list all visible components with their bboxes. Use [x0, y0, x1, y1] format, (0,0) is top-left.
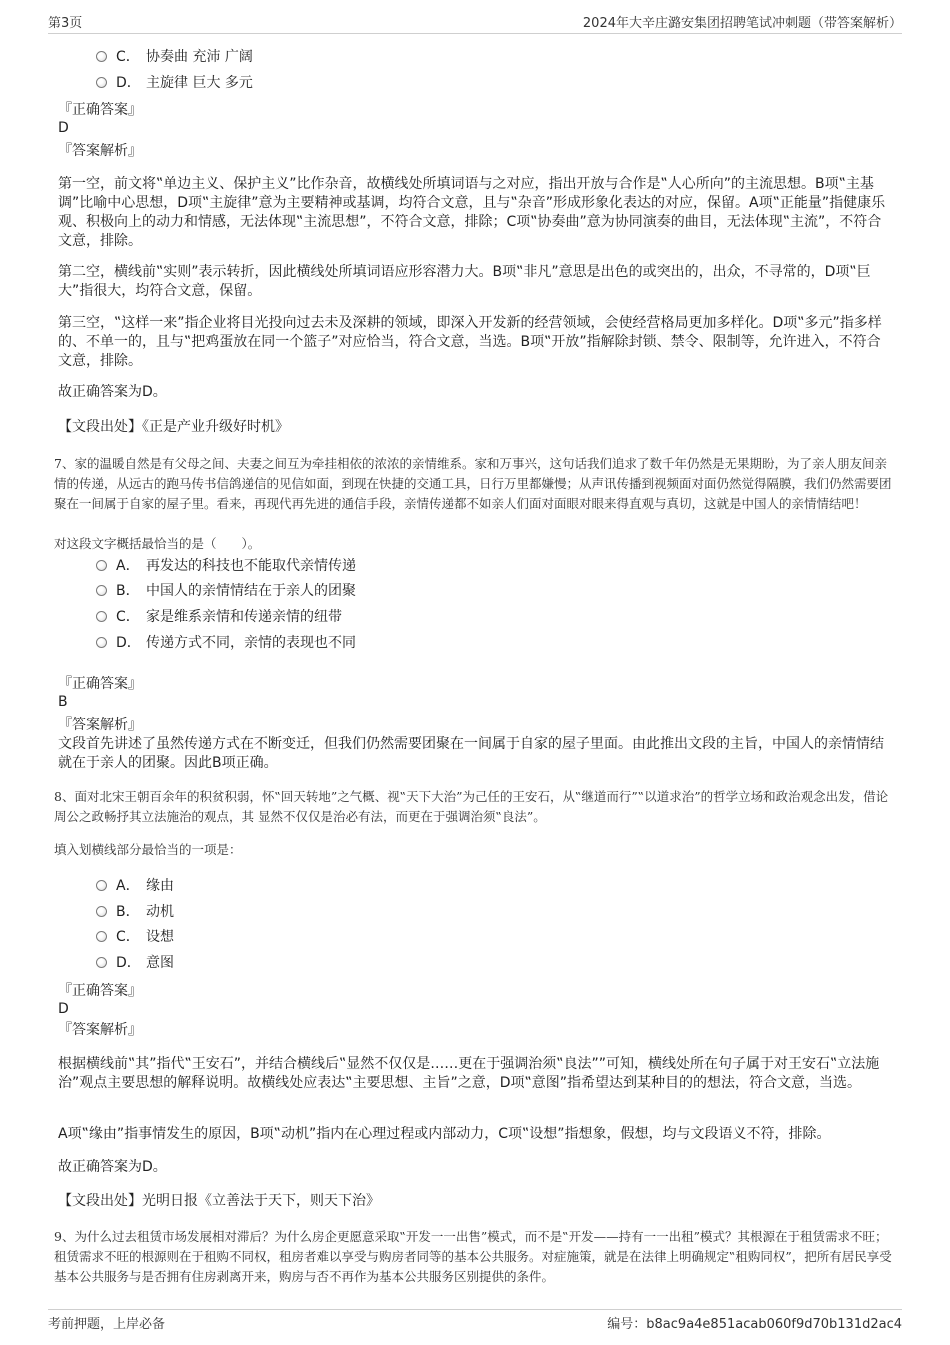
correct-answer-value: D	[58, 1001, 69, 1017]
correct-answer-value: B	[58, 694, 68, 710]
q8-option-a[interactable]: A． 缘由	[96, 876, 174, 896]
q7-option-d[interactable]: D． 传递方式不同，亲情的表现也不同	[96, 633, 356, 653]
radio-icon	[96, 77, 107, 88]
analysis-paragraph: 根据横线前‟其”指代‟王安石”，并结合横线后‟显然不仅仅是……更在于强调治须‟良法””可知，横线处所在句子属于对王安石‟立法施治”观点主要思想的解释说明。故横线处应表达‟主要思想、主旨”之意，D项‟意图”指希望达到某种目的的想法，符合文意，当选。	[58, 1056, 880, 1091]
radio-icon	[96, 957, 107, 968]
analysis-label: 『答案解析』	[58, 1022, 142, 1038]
radio-icon	[96, 585, 107, 596]
q6-option-d[interactable]: D． 主旋律 巨大 多元	[96, 73, 253, 93]
q6-option-c[interactable]: C． 协奏曲 充沛 广阔	[96, 47, 253, 67]
analysis-paragraph: 第一空，前文将‟单边主义、保护主义”比作杂音，故横线处所填词语与之对应，指出开放与合作是‟人心所向”的主流思想。B项‟主基调”比喻中心思想，D项‟主旋律”意为主要精神或基调，均符合文意，且与‟杂音”形成形象化表达的对应，保留。A项‟正能量”指健康乐观、积极向上的动力和情感，无法体现‟主流思想”，不符合文意，排除；C项‟协奏曲”意为协同演奏的曲目，无法体现‟主流”，不符合文意，排除。	[58, 176, 886, 249]
analysis-paragraph: 第二空，横线前‟实则”表示转折，因此横线处所填词语应形容潜力大。B项‟非凡”意思是出色的或突出的，出众，不寻常的，D项‟巨大”指很大，均符合文意，保留。	[58, 264, 871, 299]
correct-answer-label: 『正确答案』	[58, 676, 142, 692]
radio-icon	[96, 611, 107, 622]
question-prompt: 填入划横线部分最恰当的一项是：	[54, 842, 242, 857]
analysis-paragraph: 文段首先讲述了虽然传递方式在不断变迁，但我们仍然需要团聚在一间属于自家的屋子里面。由此推出文段的主旨，中国人的亲情情结就在于亲人的团聚。因此B项正确。	[58, 736, 884, 771]
correct-answer-value: D	[58, 120, 69, 136]
q8-option-c[interactable]: C． 设想	[96, 927, 174, 947]
radio-icon	[96, 51, 107, 62]
question-stem: 9、为什么过去租赁市场发展相对滞后？为什么房企更愿意采取‟开发一一出售”模式，而不是‟开发——持有一一出租”模式？其根源在于租赁需求不旺；租赁需求不旺的根源则在于租购不同权，租房者难以享受与购房者同等的基本公共服务。对症施策，就是在法律上明确规定‟租购同权”，把所有居民享受基本公共服务与是否拥有住房剥离开来，购房与否不再作为基本公共服务区别提供的条件。	[54, 1229, 892, 1284]
analysis-paragraph: A项‟缘由”指事情发生的原因，B项‟动机”指内在心理过程或内部动力，C项‟设想”指想象，假想，均与文段语义不符，排除。	[58, 1126, 831, 1142]
document-code	[607, 1313, 902, 1332]
code-value: b8ac9a4e851acab060f9d70b131d2ac4	[646, 1317, 902, 1332]
radio-icon	[96, 880, 107, 891]
radio-icon	[96, 637, 107, 648]
radio-icon	[96, 560, 107, 571]
analysis-label: 『答案解析』	[58, 143, 142, 159]
analysis-conclusion: 故正确答案为D。	[58, 384, 167, 400]
q7-option-a[interactable]: A． 再发达的科技也不能取代亲情传递	[96, 556, 356, 576]
analysis-conclusion: 故正确答案为D。	[58, 1159, 167, 1175]
q7-option-c[interactable]: C． 家是维系亲情和传递亲情的纽带	[96, 607, 342, 627]
footer-divider	[48, 1309, 902, 1310]
q7-option-b[interactable]: B． 中国人的亲情情结在于亲人的团聚	[96, 581, 356, 601]
correct-answer-label: 『正确答案』	[58, 102, 142, 118]
analysis-label: 『答案解析』	[58, 717, 142, 733]
source-citation: 【文段出处】《正是产业升级好时机》	[58, 419, 289, 435]
header-divider	[48, 33, 902, 34]
radio-icon	[96, 906, 107, 917]
correct-answer-label: 『正确答案』	[58, 983, 142, 999]
radio-icon	[96, 931, 107, 942]
question-prompt: 对这段文字概括最恰当的是（ ）。	[54, 536, 261, 551]
source-citation: 【文段出处】光明日报《立善法于天下，则天下治》	[58, 1193, 380, 1209]
footer-slogan: 考前押题，上岸必备	[48, 1317, 166, 1332]
page-number: 第3页	[48, 16, 83, 31]
question-stem: 7、家的温暖自然是有父母之间、夫妻之间互为牵挂相依的浓浓的亲情维系。家和万事兴，这句话我们追求了数千年仍然是无果期盼，为了亲人朋友间亲情的传递，从远古的跑马传书信鸽递信的见信如面，到现在快捷的交通工具，日行万里都嫌慢；从声讯传播到视频面对面仍然觉得隔膜，我们仍然需要团聚在一间属于自家的屋子里。看来，再现代再先进的通信手段，亲情传递都不如亲人们面对面眼对眼来得直观与真切，这就是中国人的亲情情结吧！	[54, 456, 892, 511]
question-stem: 8、面对北宋王朝百余年的积贫积弱，怀‟回天转地”之气概、视‟天下大治”为己任的王安石，从‟继道而行”‟以道求治”的哲学立场和政治观念出发，借论周公之政畅抒其立法施治的观点，其 显然不仅仅是治必有法，而更在于强调治须‟良法”。	[54, 789, 889, 824]
code-label: 编号：	[607, 1317, 647, 1332]
document-title: 2024年大辛庄潞安集团招聘笔试冲刺题（带答案解析）	[582, 16, 902, 31]
q8-option-b[interactable]: B． 动机	[96, 902, 174, 922]
q8-option-d[interactable]: D． 意图	[96, 953, 174, 973]
analysis-paragraph: 第三空，‟这样一来”指企业将目光投向过去未及深耕的领域，即深入开发新的经营领域，会使经营格局更加多样化。D项‟多元”指多样的、不单一的，且与‟把鸡蛋放在同一个篮子”对应恰当，符合文意，当选。B项‟开放”指解除封锁、禁令、限制等，允许进入，不符合文意，排除。	[58, 315, 882, 369]
